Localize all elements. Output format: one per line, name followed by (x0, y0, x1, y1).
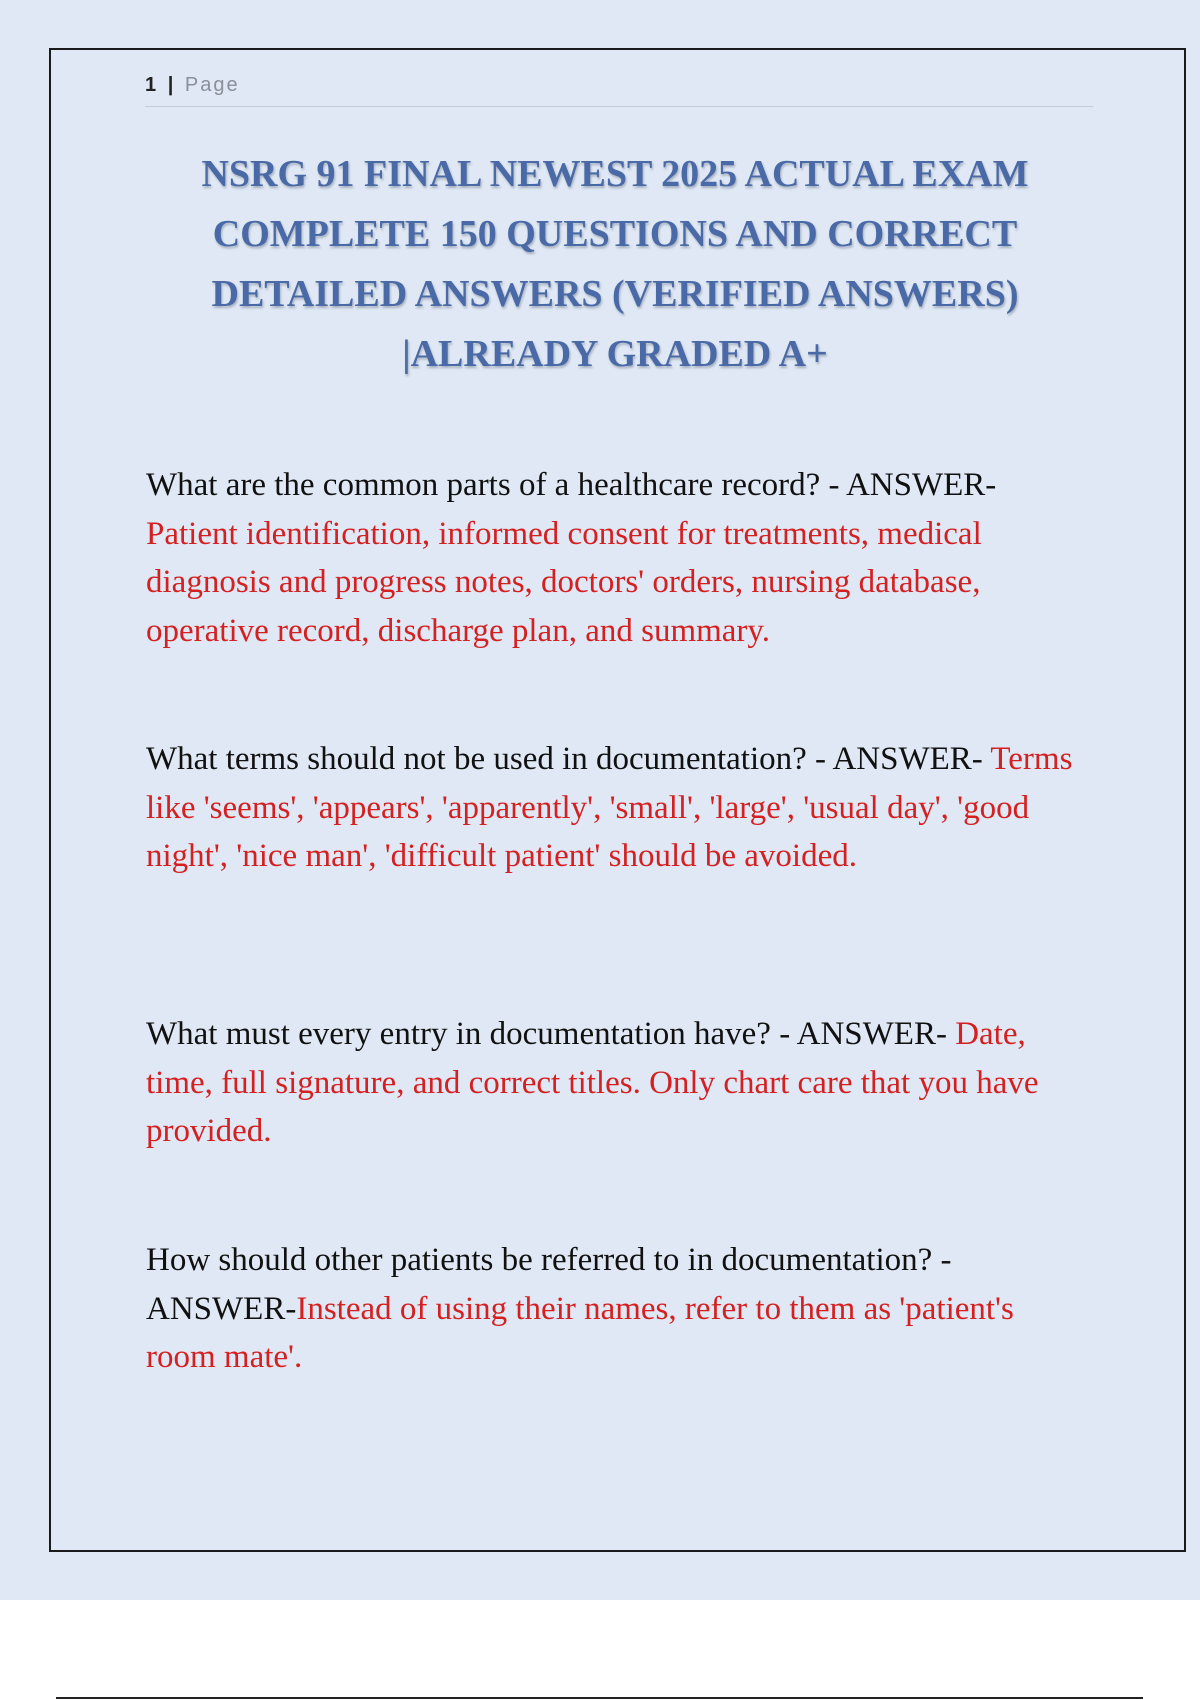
answer-text: Date, time, full signature, and correct titles. Only chart care that you have provided. (146, 1016, 1039, 1149)
answer-text: Patient identification, informed consent for treatments, medical diagnosis and progress notes, doctors' orders, nursing database, operative record, discharge plan, and summary. (146, 515, 982, 649)
document-title: NSRG 91 FINAL NEWEST 2025 ACTUAL EXAM COMPLETE 150 QUESTIONS AND CORRECT DETAILED ANSWERS (VERIFIED ANSWERS) |ALREADY GRADED A+ (201, 153, 1029, 375)
page-header (145, 74, 1093, 107)
footer-divider (56, 1697, 1143, 1699)
question-text: How should other patients be referred to in documentation? - ANSWER- (146, 1242, 952, 1327)
page-separator: | (167, 74, 176, 96)
qa-item (146, 735, 1086, 881)
page-label: Page (184, 74, 240, 96)
qa-item (146, 461, 1086, 655)
answer-text: Terms like 'seems', 'appears', 'apparently', 'small', 'large', 'usual day', 'good night', 'nice man', 'difficult patient' should be avoided. (146, 741, 1073, 874)
qa-item (146, 1010, 1086, 1156)
page-number: 1 (145, 74, 159, 96)
qa-item (146, 1236, 1086, 1382)
answer-text: Instead of using their names, refer to them as 'patient's room mate'. (146, 1290, 1014, 1375)
question-text: What are the common parts of a healthcare record? - ANSWER- (146, 467, 997, 503)
question-text: What terms should not be used in documentation? - ANSWER- (146, 741, 983, 777)
question-text: What must every entry in documentation have? - ANSWER- (146, 1016, 947, 1052)
